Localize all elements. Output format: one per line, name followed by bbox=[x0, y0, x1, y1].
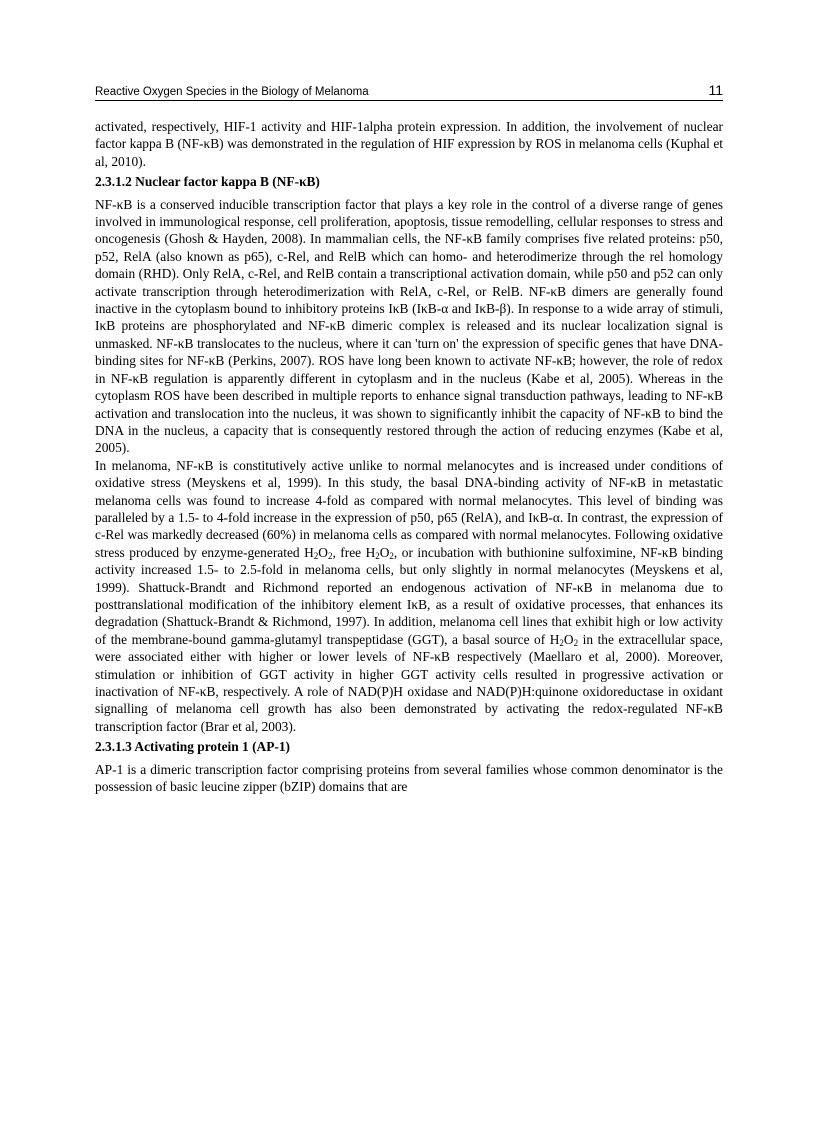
subscript: 2 bbox=[573, 637, 579, 648]
running-title: Reactive Oxygen Species in the Biology of Melanoma bbox=[95, 86, 369, 98]
text-run: , or incubation with buthionine sulfoximine, NF-κB binding activity increased 1.5- to 2.5-fold in melanoma cells, but only slightly in normal melanocytes (Meyskens et al, 1999). Shattuck-Brandt and Richmond reported an endogenous activation of NF-κB in melanoma due to posttranslational modification of the inhibitory element IκB, as a result of oxidative processes, that enhances its degradation (Shattuck-Brandt & Richmond, 1997). In addition, melanoma cell lines that exhibit high or low activity of the membrane-bound gamma-glutamyl transpeptidase (GGT), a basal source of H bbox=[95, 544, 723, 647]
text-run: O bbox=[318, 544, 328, 560]
text-run: O bbox=[379, 544, 390, 560]
subscript: 2 bbox=[375, 550, 380, 561]
paragraph-ap1: AP-1 is a dimeric transcription factor comprising proteins from several families whose common denominator is the possession of basic leucine zipper (bZIP) domains that are bbox=[95, 761, 723, 795]
section-heading-ap1: 2.3.1.3 Activating protein 1 (AP-1) bbox=[95, 739, 291, 755]
subscript: 2 bbox=[389, 550, 394, 561]
subscript: 2 bbox=[559, 637, 564, 648]
text-run: O bbox=[563, 631, 574, 647]
page-number: 11 bbox=[708, 82, 723, 98]
body-text bbox=[95, 118, 723, 795]
paragraph-continued: activated, respectively, HIF-1 activity and HIF-1alpha protein expression. In addition, the involvement of nuclear factor kappa B (NF-κB) was demonstrated in the regulation of HIF expression by ROS in melanoma cells (Kuphal et al, 2010). bbox=[95, 119, 723, 169]
text-run: In melanoma, NF-κB is constitutively active unlike to normal melanocytes and is increased under conditions of oxidative stress (Meyskens et al, 1999). In this study, the basal DNA-binding activity of NF-κB in metastatic melanoma cells was found to increase 4-fold as compared with normal melanocytes. This level of binding was paralleled by a 1.5- to 4-fold increase in the expression of p50, p65 (RelA), and IκB-α. In contrast, the expression of c-Rel was markedly decreased (60%) in melanoma cells as compared with normal melanocytes. Following oxidative stress produced by enzyme-generated H bbox=[95, 457, 723, 560]
section-heading-nfkb: 2.3.1.2 Nuclear factor kappa B (NF-κB) bbox=[95, 174, 320, 190]
text-run: , free H bbox=[332, 544, 376, 560]
running-header bbox=[95, 80, 723, 101]
text-run: in the extracellular space, were associated either with higher or lower levels of NF-κB respectively (Maellaro et al, 2000). Moreover, stimulation or inhibition of GGT activity in higher GGT activity cells resulted in progressive activation or inactivation of NF-κB, respectively. A role of NAD(P)H oxidase and NAD(P)H:quinone oxidoreductase in oxidant signalling of melanoma cell growth has also been demonstrated by activating the redox-regulated NF-κB transcription factor (Brar et al, 2003). bbox=[95, 631, 723, 734]
subscript: 2 bbox=[313, 550, 319, 561]
paragraph-nfkb-melanoma bbox=[95, 457, 723, 736]
subscript: 2 bbox=[327, 550, 333, 561]
paragraph-nfkb-intro: NF-κB is a conserved inducible transcription factor that plays a key role in the control of a diverse range of genes involved in immunological response, cell proliferation, apoptosis, tissue remodelling, cellular responses to stress and oncogenesis (Ghosh & Hayden, 2008). In mammalian cells, the NF-κB family comprises five related proteins: p50, p52, RelA (also known as p65), c-Rel, and RelB which can homo- and heterodimerize through the rel homology domain (RHD). Only RelA, c-Rel, and RelB contain a transcriptional activation domain, while p50 and p52 can only activate transcription through heterodimerization with RelA, c-Rel, or RelB. NF-κB dimers are generally found inactive in the cytoplasm bound to inhibitory proteins IκB (IκB-α and IκB-β). In response to a wide array of stimuli, IκB proteins are phosphorylated and NF-κB dimeric complex is released and its nuclear localization signal is unmasked. NF-κB translocates to the nucleus, where it can 'turn on' the expression of specific genes that have DNA-binding sites for NF-κB (Perkins, 2007). ROS have long been known to activate NF-κB; however, the role of redox in NF-κB regulation is apparently different in cytoplasm and in the nucleus (Kabe et al, 2005). Whereas in the cytoplasm ROS have been described in multiple reports to enhance signal transduction pathways, leading to NF-κB activation and translocation into the nucleus, it was shown to significantly inhibit the capacity of NF-κB to bind the DNA in the nucleus, a capacity that is consequently restored through the action of reducing enzymes (Kabe et al, 2005). bbox=[95, 196, 723, 456]
